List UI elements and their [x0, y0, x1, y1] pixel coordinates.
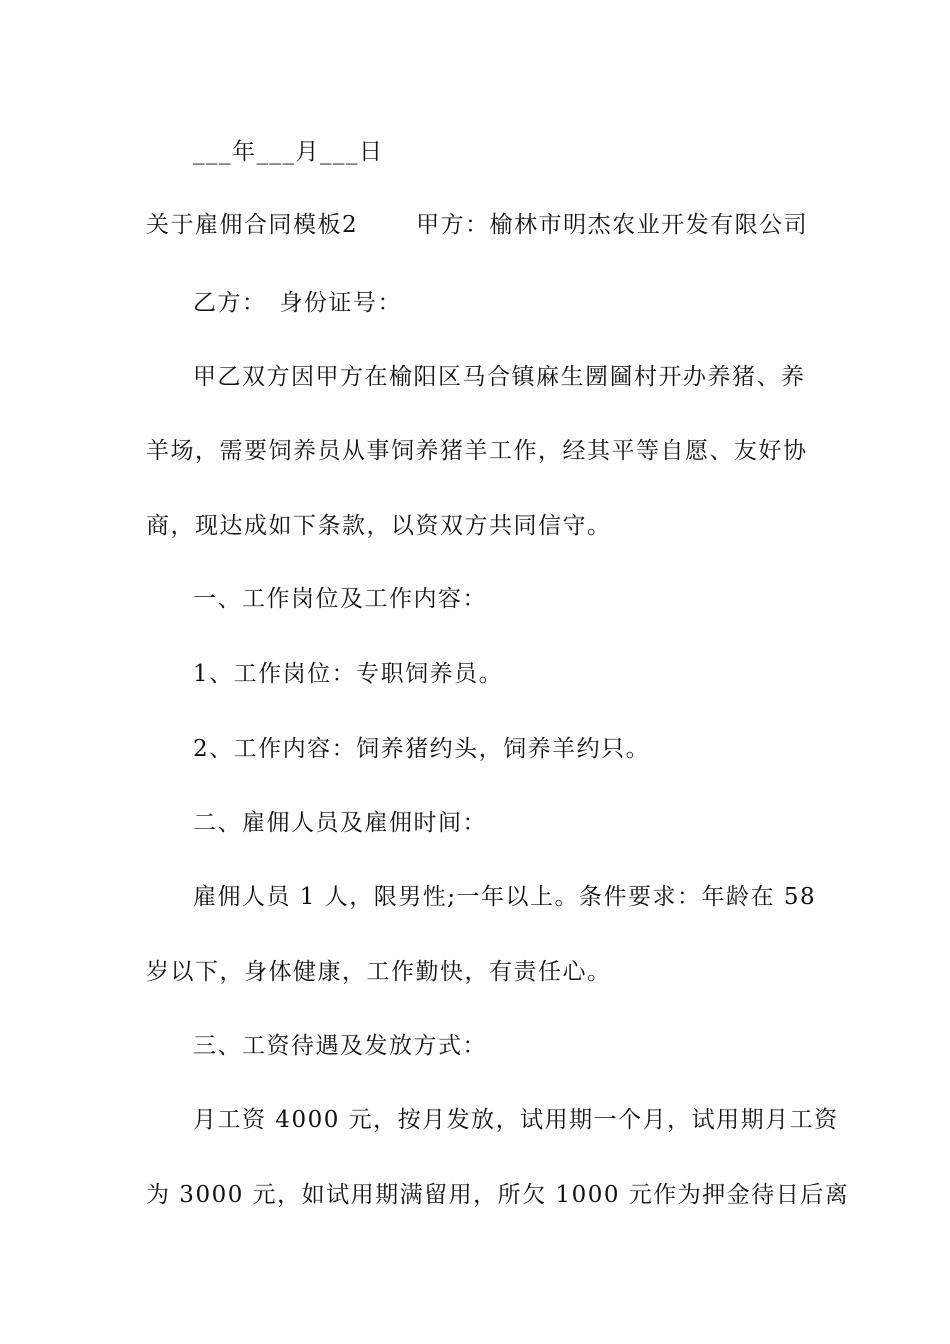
paragraph-line: 为 3000 元，如试用期满留用，所欠 1000 元作为押金待日后离	[146, 1182, 850, 1208]
paragraph-line: 甲乙双方因甲方在榆阳区马合镇麻生圐圙村开办养猪、养	[193, 364, 806, 390]
paragraph-line: 雇佣人员 1 人，限男性;一年以上。条件要求：年龄在 58	[193, 884, 817, 910]
list-item: 1、工作岗位：专职饲养员。	[193, 661, 504, 687]
title-line	[146, 210, 808, 240]
section-heading: 一、工作岗位及工作内容：	[193, 586, 487, 612]
section-heading: 三、工资待遇及发放方式：	[193, 1033, 487, 1059]
paragraph-line: 月工资 4000 元，按月发放，试用期一个月，试用期月工资	[193, 1107, 839, 1133]
party-b: 乙方： 身份证号：	[193, 290, 402, 316]
paragraph-line: 商，现达成如下条款，以资双方共同信守。	[146, 513, 612, 539]
contract-title: 关于雇佣合同模板2	[146, 212, 359, 238]
list-item: 2、工作内容：饲养猪约头，饲养羊约只。	[193, 736, 651, 762]
date-line: ___年___月___日	[193, 139, 384, 165]
party-a: 甲方：榆林市明杰农业开发有限公司	[416, 212, 809, 238]
section-heading: 二、雇佣人员及雇佣时间：	[193, 810, 487, 836]
paragraph-line: 岁以下，身体健康，工作勤快，有责任心。	[146, 959, 612, 985]
paragraph-line: 羊场，需要饲养员从事饲养猪羊工作，经其平等自愿、友好协	[146, 438, 808, 464]
